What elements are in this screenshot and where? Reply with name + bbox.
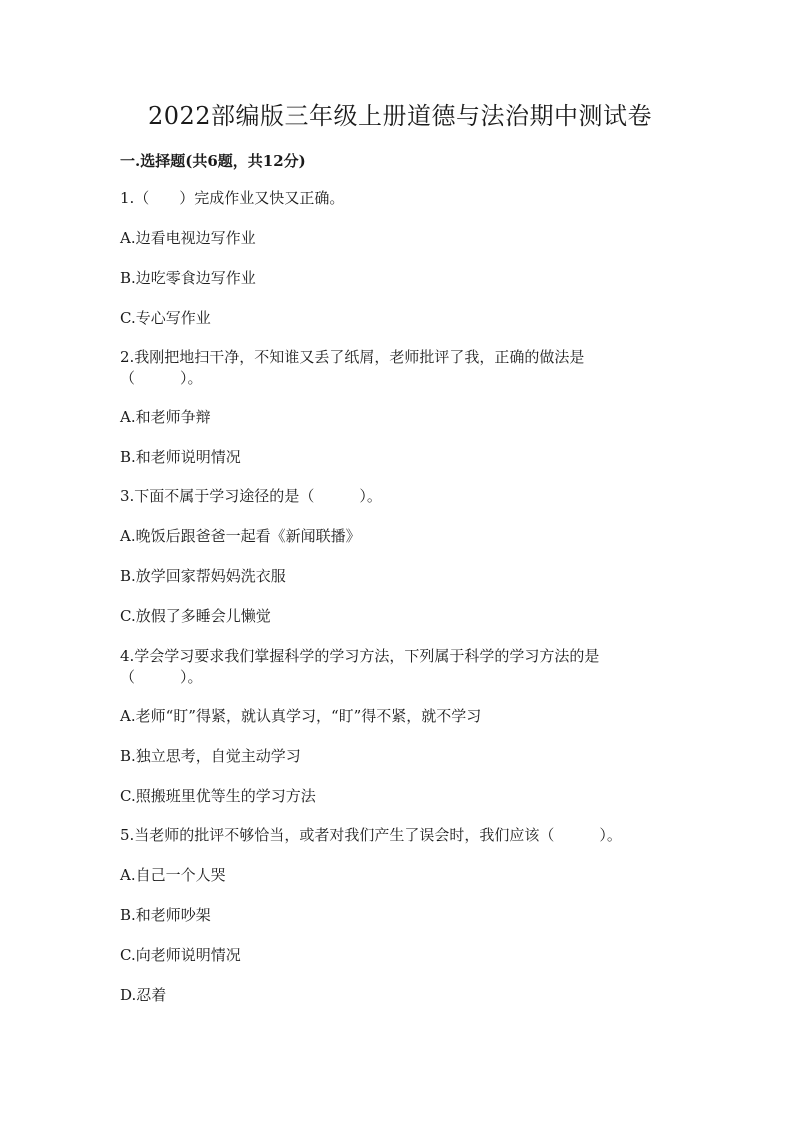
question-5-option-b: B.和老师吵架 xyxy=(120,906,211,924)
question-1-option-a: A.边看电视边写作业 xyxy=(120,229,256,247)
question-3-option-b: B.放学回家帮妈妈洗衣服 xyxy=(120,567,286,585)
question-2-option-a: A.和老师争辩 xyxy=(120,408,211,426)
page-title: 2022部编版三年级上册道德与法治期中测试卷 xyxy=(147,102,653,130)
question-5-option-c: C.向老师说明情况 xyxy=(120,946,241,964)
question-3-option-a: A.晚饭后跟爸爸一起看《新闻联播》 xyxy=(120,527,361,545)
question-1-option-c: C.专心写作业 xyxy=(120,309,211,327)
question-4-option-b: B.独立思考，自觉主动学习 xyxy=(120,747,301,765)
question-3-stem: 3.下面不属于学习途径的是（ ）。 xyxy=(120,487,382,505)
question-4-option-a: A.老师“盯”得紧，就认真学习，“盯”得不紧，就不学习 xyxy=(120,707,482,725)
question-3-option-c: C.放假了多睡会儿懒觉 xyxy=(120,607,271,625)
question-1-option-b: B.边吃零食边写作业 xyxy=(120,269,256,287)
question-4-option-c: C.照搬班里优等生的学习方法 xyxy=(120,787,316,805)
question-5-option-d: D.忍着 xyxy=(120,986,167,1004)
question-2-option-b: B.和老师说明情况 xyxy=(120,448,241,466)
question-2-stem-line-1: 2.我刚把地扫干净，不知谁又丢了纸屑，老师批评了我，正确的做法是 xyxy=(120,348,585,366)
question-1-stem: 1.（ ）完成作业又快又正确。 xyxy=(120,189,345,207)
question-5-option-a: A.自己一个人哭 xyxy=(120,866,226,884)
section-heading: 一.选择题(共6题，共12分) xyxy=(120,152,306,170)
question-4-stem-line-1: 4.学会学习要求我们掌握科学的学习方法，下列属于科学的学习方法的是 xyxy=(120,647,600,665)
question-4-stem-line-2: （ ）。 xyxy=(120,668,203,686)
question-5-stem: 5.当老师的批评不够恰当，或者对我们产生了误会时，我们应该（ ）。 xyxy=(120,826,622,844)
question-2-stem-line-2: （ ）。 xyxy=(120,369,203,387)
